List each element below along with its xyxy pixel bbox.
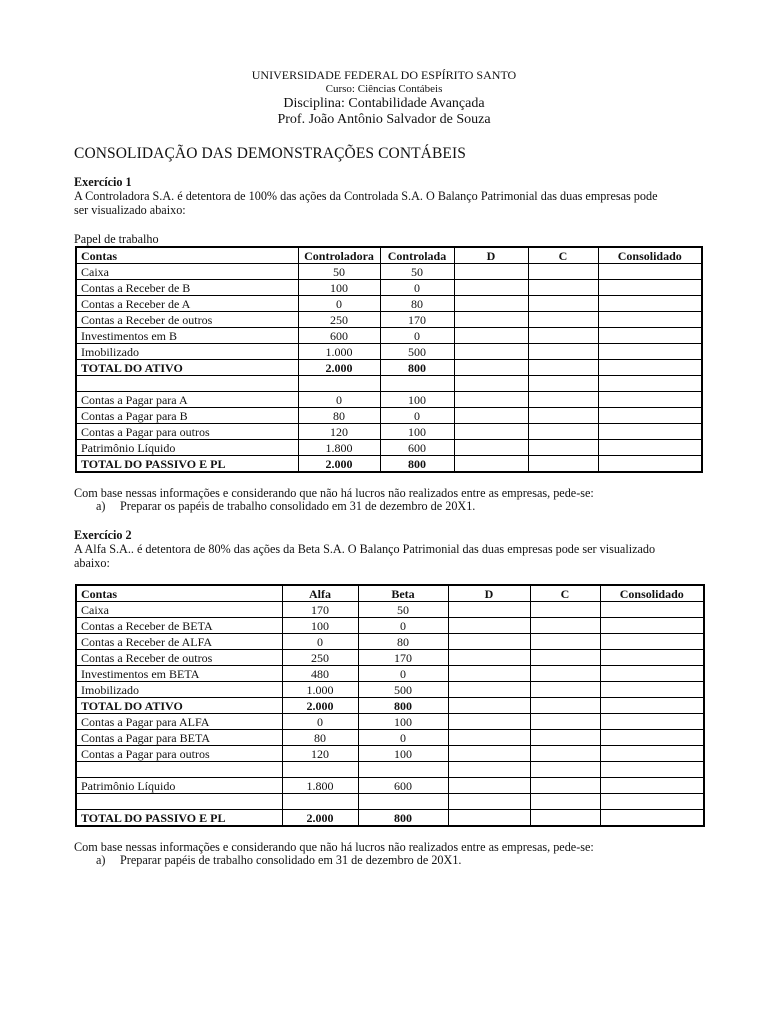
course-name: Curso: Ciências Contábeis xyxy=(325,83,443,95)
value-cell: 0 xyxy=(380,328,454,344)
table-row xyxy=(76,328,702,344)
value-cell: 2.000 xyxy=(282,810,358,827)
value-cell: 120 xyxy=(282,746,358,762)
table-row xyxy=(76,602,704,618)
value-cell: 600 xyxy=(380,440,454,456)
value-cell xyxy=(530,650,600,666)
value-cell: 500 xyxy=(380,344,454,360)
value-cell xyxy=(448,762,530,778)
value-cell: 600 xyxy=(298,328,380,344)
value-cell xyxy=(282,794,358,810)
table-row xyxy=(76,714,704,730)
value-cell: 100 xyxy=(358,714,448,730)
item-text: Preparar papéis de trabalho consolidado em 31 de dezembro de 20X1. xyxy=(120,853,462,867)
value-cell xyxy=(598,296,702,312)
value-cell: 50 xyxy=(358,602,448,618)
value-cell: 0 xyxy=(358,730,448,746)
account-name-cell: Imobilizado xyxy=(76,344,298,360)
value-cell xyxy=(448,666,530,682)
account-name-cell: Contas a Pagar para B xyxy=(76,408,298,424)
table-row xyxy=(76,650,704,666)
account-name-cell: Contas a Pagar para BETA xyxy=(76,730,282,746)
value-cell: 120 xyxy=(298,424,380,440)
item-label: a) xyxy=(96,499,106,513)
value-cell xyxy=(530,618,600,634)
table-row xyxy=(76,618,704,634)
value-cell: 0 xyxy=(282,714,358,730)
value-cell xyxy=(598,344,702,360)
value-cell: 0 xyxy=(358,666,448,682)
value-cell xyxy=(454,392,528,408)
value-cell: 170 xyxy=(358,650,448,666)
value-cell xyxy=(600,698,704,714)
account-name-cell: TOTAL DO PASSIVO E PL xyxy=(76,810,282,827)
value-cell: 250 xyxy=(282,650,358,666)
value-cell xyxy=(528,376,598,392)
value-cell xyxy=(530,698,600,714)
value-cell: 100 xyxy=(358,746,448,762)
discipline-name: Disciplina: Contabilidade Avançada xyxy=(283,96,485,111)
item-text: Preparar os papéis de trabalho consolidado em 31 de dezembro de 20X1. xyxy=(120,499,476,513)
account-name-cell: Investimentos em B xyxy=(76,328,298,344)
value-cell xyxy=(454,376,528,392)
value-cell: 100 xyxy=(298,280,380,296)
value-cell: 800 xyxy=(380,456,454,473)
value-cell: 800 xyxy=(358,810,448,827)
value-cell: 600 xyxy=(358,778,448,794)
table-header-row xyxy=(76,247,702,264)
value-cell xyxy=(448,618,530,634)
value-cell xyxy=(598,328,702,344)
value-cell xyxy=(528,456,598,473)
account-name-cell xyxy=(76,794,282,810)
value-cell: 80 xyxy=(282,730,358,746)
account-name-cell: Contas a Receber de B xyxy=(76,280,298,296)
value-cell xyxy=(454,424,528,440)
account-name-cell: TOTAL DO ATIVO xyxy=(76,698,282,714)
table-row xyxy=(76,408,702,424)
value-cell xyxy=(528,408,598,424)
value-cell xyxy=(448,698,530,714)
university-name: UNIVERSIDADE FEDERAL DO ESPÍRITO SANTO xyxy=(251,68,517,82)
value-cell: 50 xyxy=(380,264,454,280)
table-row xyxy=(76,440,702,456)
value-cell xyxy=(598,408,702,424)
table-row xyxy=(76,634,704,650)
table-row xyxy=(76,264,702,280)
account-name-cell: Contas a Receber de outros xyxy=(76,312,298,328)
value-cell xyxy=(600,682,704,698)
account-name-cell: TOTAL DO PASSIVO E PL xyxy=(76,456,298,473)
column-header: C xyxy=(528,247,598,264)
value-cell: 100 xyxy=(380,424,454,440)
value-cell xyxy=(530,778,600,794)
exercise-1-intro-line2: ser visualizado abaixo: xyxy=(74,203,186,217)
value-cell xyxy=(530,666,600,682)
account-name-cell: Imobilizado xyxy=(76,682,282,698)
value-cell: 0 xyxy=(358,618,448,634)
value-cell xyxy=(528,424,598,440)
value-cell xyxy=(528,296,598,312)
value-cell: 170 xyxy=(282,602,358,618)
value-cell xyxy=(530,794,600,810)
table-row xyxy=(76,666,704,682)
value-cell xyxy=(528,344,598,360)
value-cell xyxy=(528,392,598,408)
value-cell xyxy=(598,360,702,376)
value-cell: 80 xyxy=(380,296,454,312)
account-name-cell: TOTAL DO ATIVO xyxy=(76,360,298,376)
value-cell xyxy=(454,456,528,473)
table-row xyxy=(76,778,704,794)
value-cell: 2.000 xyxy=(282,698,358,714)
value-cell xyxy=(448,650,530,666)
exercise-2-item-a xyxy=(96,853,461,868)
value-cell xyxy=(598,456,702,473)
value-cell xyxy=(598,392,702,408)
value-cell: 50 xyxy=(298,264,380,280)
table-row xyxy=(76,376,702,392)
account-name-cell: Patrimônio Líquido xyxy=(76,778,282,794)
value-cell: 0 xyxy=(380,280,454,296)
value-cell xyxy=(600,810,704,827)
value-cell xyxy=(454,264,528,280)
value-cell xyxy=(600,794,704,810)
value-cell: 80 xyxy=(358,634,448,650)
value-cell xyxy=(454,440,528,456)
table-row xyxy=(76,360,702,376)
exercise-1-note: Com base nessas informações e considerando que não há lucros não realizados entre as empresas, pede-se: xyxy=(74,486,594,500)
value-cell xyxy=(530,746,600,762)
column-header: Controladora xyxy=(298,247,380,264)
value-cell xyxy=(530,810,600,827)
table-row xyxy=(76,312,702,328)
value-cell: 0 xyxy=(298,296,380,312)
account-name-cell: Contas a Receber de ALFA xyxy=(76,634,282,650)
value-cell xyxy=(600,634,704,650)
value-cell: 1.000 xyxy=(282,682,358,698)
table-row xyxy=(76,392,702,408)
value-cell: 1.800 xyxy=(282,778,358,794)
value-cell xyxy=(528,360,598,376)
column-header: Contas xyxy=(76,585,282,602)
value-cell: 800 xyxy=(380,360,454,376)
account-name-cell: Contas a Receber de A xyxy=(76,296,298,312)
value-cell xyxy=(448,634,530,650)
column-header: Alfa xyxy=(282,585,358,602)
value-cell xyxy=(530,602,600,618)
value-cell xyxy=(598,424,702,440)
exercise-2-note: Com base nessas informações e considerando que não há lucros não realizados entre as empresas, pede-se: xyxy=(74,840,594,854)
value-cell: 500 xyxy=(358,682,448,698)
value-cell: 100 xyxy=(282,618,358,634)
value-cell xyxy=(454,312,528,328)
account-name-cell xyxy=(76,762,282,778)
exercise-1-heading: Exercício 1 xyxy=(74,175,132,189)
value-cell xyxy=(380,376,454,392)
column-header: Controlada xyxy=(380,247,454,264)
table-row xyxy=(76,344,702,360)
value-cell xyxy=(600,762,704,778)
value-cell xyxy=(598,440,702,456)
value-cell xyxy=(600,650,704,666)
column-header: C xyxy=(530,585,600,602)
value-cell: 0 xyxy=(282,634,358,650)
value-cell xyxy=(530,762,600,778)
account-name-cell: Contas a Pagar para outros xyxy=(76,424,298,440)
table-row xyxy=(76,682,704,698)
table-row xyxy=(76,810,704,827)
value-cell: 0 xyxy=(298,392,380,408)
value-cell xyxy=(600,730,704,746)
account-name-cell: Contas a Pagar para outros xyxy=(76,746,282,762)
table-row xyxy=(76,762,704,778)
value-cell: 2.000 xyxy=(298,456,380,473)
value-cell xyxy=(454,360,528,376)
account-name-cell xyxy=(76,376,298,392)
value-cell xyxy=(454,344,528,360)
account-name-cell: Contas a Receber de outros xyxy=(76,650,282,666)
value-cell: 250 xyxy=(298,312,380,328)
value-cell: 800 xyxy=(358,698,448,714)
exercise-1-item-a xyxy=(96,499,475,514)
column-header: Contas xyxy=(76,247,298,264)
value-cell xyxy=(598,264,702,280)
value-cell xyxy=(448,810,530,827)
exercise-2-heading: Exercício 2 xyxy=(74,528,132,542)
column-header: D xyxy=(448,585,530,602)
value-cell: 80 xyxy=(298,408,380,424)
value-cell xyxy=(600,714,704,730)
table-row xyxy=(76,746,704,762)
value-cell xyxy=(454,280,528,296)
exercise-2-intro-line1: A Alfa S.A.. é detentora de 80% das ações da Beta S.A. O Balanço Patrimonial das duas empresas pode ser visualizado xyxy=(74,542,656,556)
exercise-1-table xyxy=(75,246,703,473)
value-cell xyxy=(600,778,704,794)
column-header: D xyxy=(454,247,528,264)
value-cell xyxy=(454,408,528,424)
account-name-cell: Contas a Receber de BETA xyxy=(76,618,282,634)
professor-name: Prof. João Antônio Salvador de Souza xyxy=(277,112,491,127)
account-name-cell: Patrimônio Líquido xyxy=(76,440,298,456)
item-label: a) xyxy=(96,853,106,867)
value-cell xyxy=(528,328,598,344)
worksheet-label: Papel de trabalho xyxy=(74,232,159,246)
value-cell xyxy=(600,746,704,762)
account-name-cell: Caixa xyxy=(76,602,282,618)
value-cell: 1.800 xyxy=(298,440,380,456)
value-cell xyxy=(530,714,600,730)
value-cell: 170 xyxy=(380,312,454,328)
table-row xyxy=(76,296,702,312)
account-name-cell: Investimentos em BETA xyxy=(76,666,282,682)
value-cell xyxy=(448,714,530,730)
value-cell xyxy=(528,264,598,280)
value-cell xyxy=(358,794,448,810)
value-cell: 100 xyxy=(380,392,454,408)
value-cell: 480 xyxy=(282,666,358,682)
value-cell xyxy=(530,730,600,746)
table-header-row xyxy=(76,585,704,602)
value-cell xyxy=(530,682,600,698)
value-cell xyxy=(448,794,530,810)
value-cell xyxy=(600,618,704,634)
table-row xyxy=(76,698,704,714)
table-row xyxy=(76,456,702,473)
value-cell xyxy=(528,280,598,296)
value-cell xyxy=(448,778,530,794)
table-row xyxy=(76,730,704,746)
column-header: Consolidado xyxy=(600,585,704,602)
value-cell xyxy=(454,328,528,344)
value-cell xyxy=(528,440,598,456)
exercise-1-intro-line1: A Controladora S.A. é detentora de 100% das ações da Controlada S.A. O Balanço Patrimonial das duas empresas pode xyxy=(74,189,658,203)
value-cell xyxy=(298,376,380,392)
value-cell xyxy=(598,312,702,328)
value-cell xyxy=(528,312,598,328)
account-name-cell: Caixa xyxy=(76,264,298,280)
value-cell xyxy=(454,296,528,312)
value-cell xyxy=(448,682,530,698)
value-cell xyxy=(448,746,530,762)
value-cell xyxy=(530,634,600,650)
table-row xyxy=(76,794,704,810)
value-cell: 2.000 xyxy=(298,360,380,376)
value-cell xyxy=(600,602,704,618)
exercise-2-intro-line2: abaixo: xyxy=(74,556,110,570)
value-cell xyxy=(598,280,702,296)
value-cell xyxy=(358,762,448,778)
account-name-cell: Contas a Pagar para A xyxy=(76,392,298,408)
account-name-cell: Contas a Pagar para ALFA xyxy=(76,714,282,730)
column-header: Consolidado xyxy=(598,247,702,264)
value-cell xyxy=(448,602,530,618)
value-cell: 1.000 xyxy=(298,344,380,360)
column-header: Beta xyxy=(358,585,448,602)
page-title: CONSOLIDAÇÃO DAS DEMONSTRAÇÕES CONTÁBEIS xyxy=(74,145,466,162)
table-row xyxy=(76,280,702,296)
table-row xyxy=(76,424,702,440)
value-cell: 0 xyxy=(380,408,454,424)
exercise-2-table xyxy=(75,584,705,827)
value-cell xyxy=(448,730,530,746)
value-cell xyxy=(600,666,704,682)
value-cell xyxy=(282,762,358,778)
value-cell xyxy=(598,376,702,392)
